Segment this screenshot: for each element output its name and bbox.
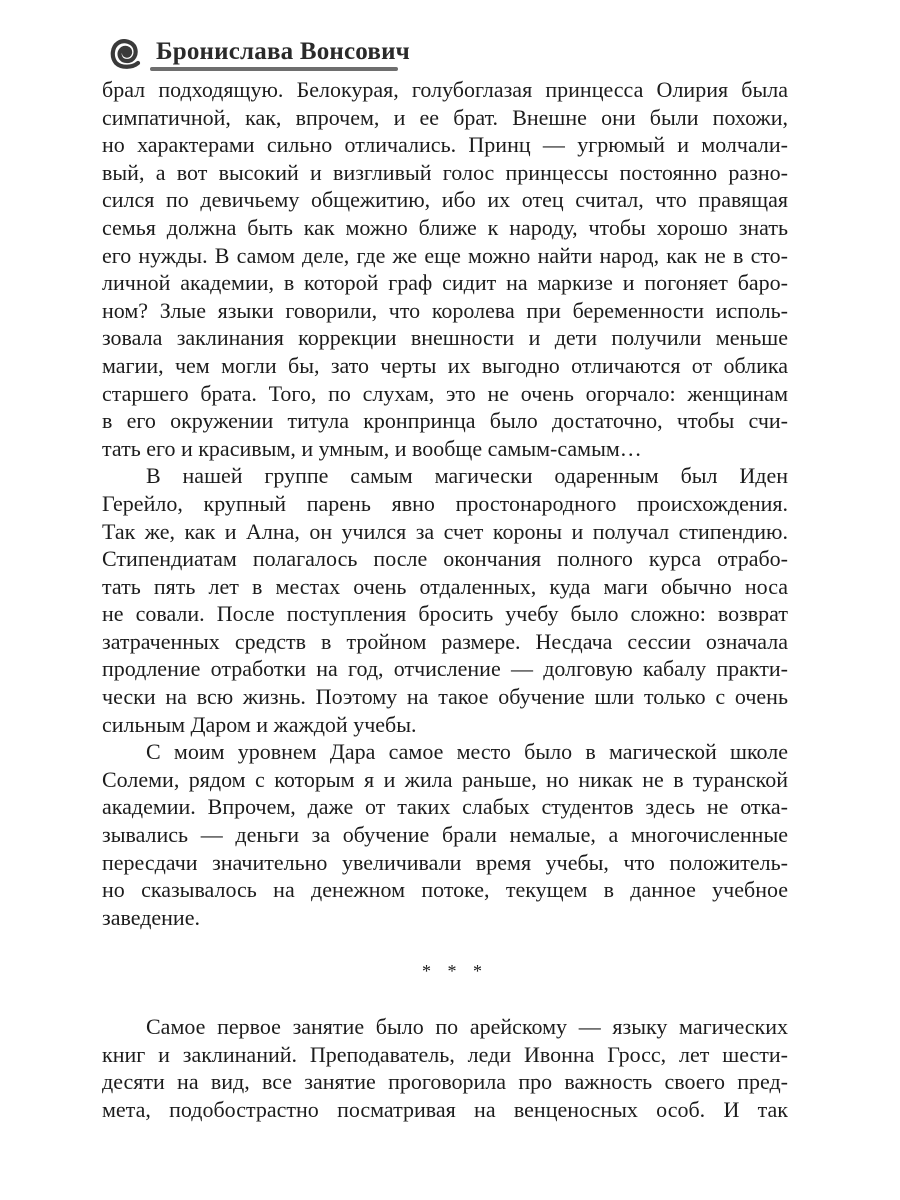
text-line: симпатичной, как, впрочем, и ее брат. Внешне они были похожи,: [102, 104, 788, 130]
text-line: тать его и красивым, и умным, и вообще самым-самым…: [102, 435, 642, 461]
body-text: [102, 76, 788, 1123]
text-line: Так же, как и Ална, он учился за счет короны и получал стипендию.: [102, 518, 788, 544]
text-line: В нашей группе самым магически одаренным был Иден: [146, 463, 788, 489]
author-name: Брониславa Вонсович: [156, 38, 410, 65]
text-line: Стипендиатам полагалось после окончания полного курса отрабо-: [102, 546, 788, 572]
text-line: пересдачи значительно увеличивали время учебы, что положитель-: [102, 849, 788, 875]
text-line: Самое первое занятие было по арейскому — языку магических: [146, 1014, 788, 1039]
text-line: магии, чем могли бы, зато черты их выгодно отличаются от облика: [102, 352, 788, 378]
text-line: десяти на вид, все занятие проговорила про важность своего пред-: [102, 1069, 788, 1095]
text-line: сильным Даром и жаждой учебы.: [102, 711, 417, 737]
text-line: Герейло, крупный парень явно простонародного происхождения.: [102, 490, 788, 516]
spiral-icon: [106, 32, 146, 72]
text-line: но сказывалось на денежном потоке, текущем в данное учебное: [102, 877, 788, 903]
paragraph: [102, 738, 788, 931]
text-line: но характерами сильно отличались. Принц — угрюмый и молчали-: [102, 132, 788, 158]
header-rule: [150, 67, 398, 71]
text-line: личной академии, в которой граф сидит на маркизе и погоняет баро-: [102, 270, 788, 296]
text-line: в его окружении титула кронпринца было достаточно, чтобы счи-: [102, 408, 788, 434]
text-line: не совали. После поступления бросить учебу было сложно: возврат: [102, 601, 788, 627]
text-line: книг и заклинаний. Преподаватель, леди Ивонна Гросс, лет шести-: [102, 1041, 788, 1067]
section-separator: * * *: [422, 961, 488, 982]
text-line: мета, подобострастно посматривая на венценосных особ. И так: [102, 1096, 788, 1122]
text-line: чески на всю жизнь. Поэтому на такое обучение шли только с очень: [102, 684, 788, 710]
paragraph: [102, 462, 788, 738]
paragraph: [102, 76, 788, 462]
text-line: вый, а вот высокий и визгливый голос принцессы постоянно разно-: [102, 159, 788, 185]
text-line: семья должна быть как можно ближе к народу, чтобы хорошо знать: [102, 214, 788, 240]
text-line: затраченных средств в тройном размере. Несдача сессии означала: [102, 628, 788, 654]
text-line: С моим уровнем Дара самое место было в магической школе: [146, 739, 788, 765]
text-line: Солеми, рядом с которым я и жила раньше, но никак не в туранской: [102, 766, 788, 792]
text-line: тать пять лет в местах очень отдаленных, куда маги обычно носа: [102, 573, 788, 599]
text-line: заведение.: [102, 904, 200, 930]
text-line: брал подходящую. Белокурая, голубоглазая принцесса Олирия была: [102, 77, 788, 102]
text-line: его нужды. В самом деле, где же еще можно найти народ, как не в сто-: [102, 242, 788, 268]
text-line: сился по девичьему общежитию, ибо их отец считал, что правящая: [102, 187, 788, 213]
paragraph: [102, 1013, 788, 1123]
text-line: зывались — деньги за обучение брали немалые, а многочисленные: [102, 822, 788, 848]
text-line: ном? Злые языки говорили, что королева при беременности исполь-: [102, 297, 788, 323]
text-line: продление отработки на год, отчисление — долговую кабалу практи-: [102, 656, 788, 682]
text-line: старшего брата. Того, по слухам, это не очень огорчало: женщинам: [102, 380, 788, 406]
text-line: академии. Впрочем, даже от таких слабых студентов здесь не отка-: [102, 794, 788, 820]
text-line: зовала заклинания коррекции внешности и дети получили меньше: [102, 325, 788, 351]
